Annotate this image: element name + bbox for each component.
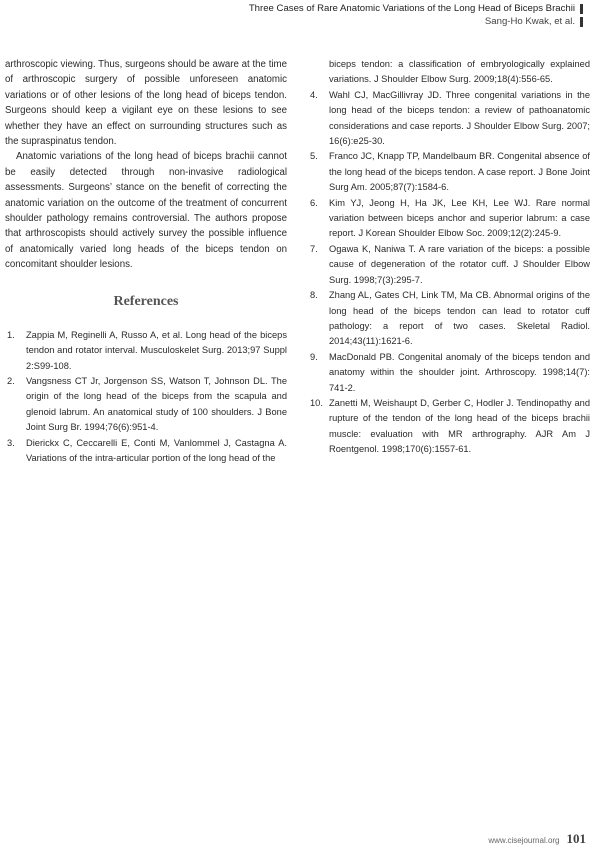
references-heading: References xyxy=(113,293,179,309)
left-column xyxy=(5,57,287,466)
reference-text: Zanetti M, Weishaupt D, Gerber C, Hodler J. Tendinopathy and rupture of the tendon of the long head of the biceps brachii muscle: evaluation with MR arthrography. AJR Am J Roentgenol. 1998;170(6):1557-61. xyxy=(329,397,590,455)
reference-item xyxy=(5,436,287,467)
reference-number: 5. xyxy=(310,151,318,162)
header-bar xyxy=(580,4,583,14)
reference-item xyxy=(308,396,590,458)
reference-text: Ogawa K, Naniwa T. A rare variation of the biceps: a possible cause of degeneration of the rotator cuff. J Shoulder Elbow Surg. 1998;7(3):295-7. xyxy=(329,243,590,285)
journal-site: www.cisejournal.org xyxy=(488,836,560,845)
reference-item xyxy=(5,374,287,436)
header-bar xyxy=(580,17,583,27)
reference-text: Dierickx C, Ceccarelli E, Conti M, Vanlommel J, Castagna A. Variations of the intra-articular portion of the long head of the xyxy=(26,437,287,463)
reference-list xyxy=(308,57,590,458)
running-authors: Sang-Ho Kwak, et al. xyxy=(484,16,575,27)
reference-text: Zhang AL, Gates CH, Link TM, Ma CB. Abnormal origins of the long head of the biceps tendon can lead to rotator cuff pathology: a report of two cases. Skeletal Radiol. 2014;43(11):1621-6. xyxy=(329,290,590,347)
reference-item xyxy=(308,350,590,396)
reference-text: Wahl CJ, MacGillivray JD. Three congenital variations in the long head of the biceps tendon: a review of pathoanatomic considerations and case reports. J Shoulder Elbow Surg. 2007; 16(6):e25-30. xyxy=(329,89,590,147)
reference-number: 1. xyxy=(7,329,15,340)
reference-item-continuation xyxy=(308,57,590,88)
running-title: Three Cases of Rare Anatomic Variations of the Long Head of Biceps Brachii xyxy=(248,3,575,14)
reference-number: 2. xyxy=(7,375,15,386)
reference-number: 9. xyxy=(310,351,318,362)
reference-text: MacDonald PB. Congenital anomaly of the biceps tendon and anatomy within the shoulder joint. Arthroscopy. 1998;14(7): 741-2. xyxy=(329,351,590,393)
reference-number: 4. xyxy=(310,89,318,100)
reference-item xyxy=(308,196,590,242)
body-paragraph: arthroscopic viewing. Thus, surgeons should be aware at the time of arthroscopic surgery of possible unforeseen anatomic variations or of other lesions of the long head of biceps tendon. Surgeons should keep a vigilant eye on these lesions to see whether they have an effect on surrounding structures such as the supraspinatus tendon. xyxy=(5,59,287,148)
reference-number: 7. xyxy=(310,243,318,254)
reference-number: 3. xyxy=(7,437,15,448)
reference-item xyxy=(308,288,590,350)
page-footer xyxy=(488,831,586,847)
right-column xyxy=(308,57,590,458)
reference-text: Vangsness CT Jr, Jorgenson SS, Watson T, Johnson DL. The origin of the long head of the biceps from the scapula and glenoid labrum. An anatomical study of 100 shoulders. J Bone Joint Surg Br. 1994;76(6):951-4. xyxy=(26,375,287,433)
running-header xyxy=(249,2,583,28)
body-paragraph: Anatomic variations of the long head of biceps brachii cannot be easily detected through non-invasive radiological assessments. Surgeons’ stance on the benefit of correcting the anatomic variation on the outcome of the treatment of concurrent shoulder pathology remains controversial. The authors propose that arthroscopists should actively survey the possible influence of anatomically varied long heads of the biceps tendon on concomitant shoulder lesions. xyxy=(5,151,287,271)
reference-number-spacer xyxy=(308,57,329,88)
reference-text: Kim YJ, Jeong H, Ha JK, Lee KH, Lee WJ. Rare normal variation between biceps anchor and superior labrum: a case report. J Korean Shoulder Elbow Soc. 2009;12(2):245-9. xyxy=(329,197,590,239)
reference-text: biceps tendon: a classification of embryologically explained variations. J Shoulder Elbow Surg. 2009;18(4):556-65. xyxy=(329,59,590,85)
reference-list xyxy=(5,328,287,467)
reference-number: 6. xyxy=(310,197,318,208)
reference-item xyxy=(308,149,590,195)
reference-item xyxy=(308,242,590,288)
reference-item xyxy=(308,88,590,150)
reference-text: Zappia M, Reginelli A, Russo A, et al. Long head of the biceps tendon and rotator interval. Musculoskelet Surg. 2013;97 Suppl 2:S99-108. xyxy=(26,329,287,371)
reference-text: Franco JC, Knapp TP, Mandelbaum BR. Congenital absence of the long head of the biceps tendon. A case report. J Bone Joint Surg Am. 2005;87(7):1584-6. xyxy=(329,151,590,193)
page-number: 101 xyxy=(566,831,586,846)
reference-number: 8. xyxy=(310,290,318,301)
reference-item xyxy=(5,328,287,374)
reference-number: 10. xyxy=(310,397,323,408)
